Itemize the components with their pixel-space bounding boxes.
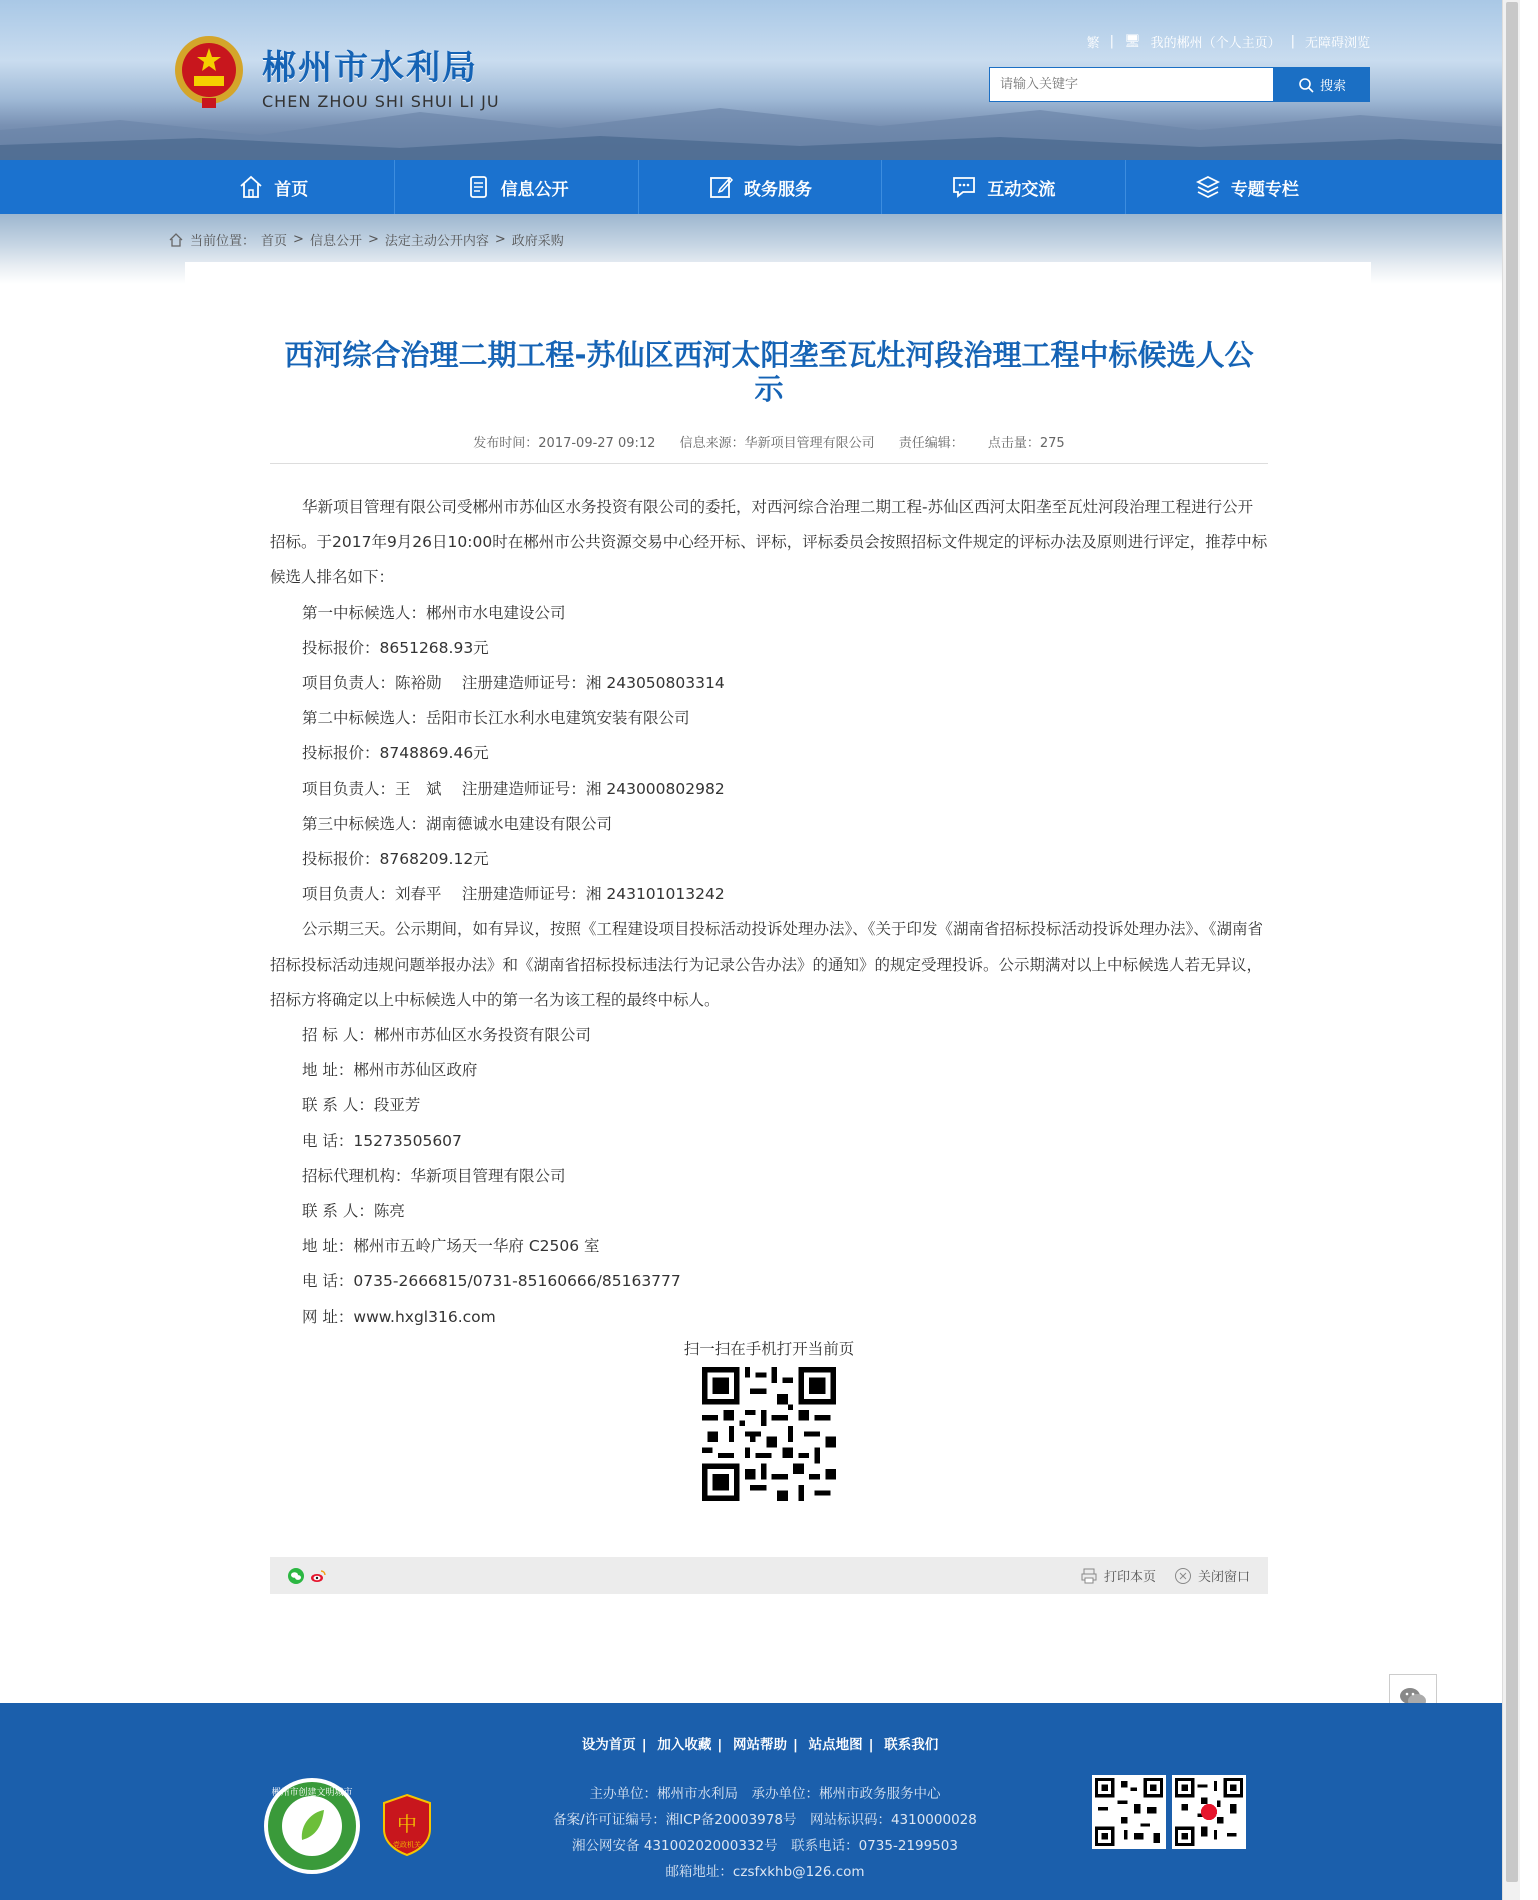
breadcrumb <box>168 230 564 249</box>
breadcrumb-separator: > <box>494 232 506 247</box>
nav-item-label: 专题专栏 <box>1230 179 1299 200</box>
scrollbar-thumb[interactable] <box>1506 2 1518 1882</box>
nav-item-label: 政务服务 <box>744 179 813 200</box>
weibo-share-icon[interactable] <box>310 1568 326 1584</box>
close-window-button[interactable] <box>1174 1566 1250 1585</box>
nav-item-interaction[interactable] <box>882 160 1125 214</box>
paragraph: 地 址：郴州市苏仙区政府 <box>302 1061 478 1080</box>
printer-icon <box>1080 1567 1098 1585</box>
footer-info <box>470 1781 1060 1885</box>
share-bar <box>270 1557 1268 1594</box>
close-label: 关闭窗口 <box>1197 1570 1250 1585</box>
footer-link-homepage[interactable]: 设为首页 <box>581 1737 636 1753</box>
breadcrumb-separator: > <box>367 232 379 247</box>
paragraph: 电 话：15273505607 <box>302 1131 462 1150</box>
article-title: 西河综合治理二期工程-苏仙区西河太阳垄至瓦灶河段治理工程中标候选人公示 <box>284 338 1254 406</box>
paragraph: 投标报价：8768209.12元 <box>302 850 489 869</box>
paragraph: 项目负责人：陈裕勋 注册建造师证号：湘 243050803314 <box>302 674 725 693</box>
separator: | <box>1109 34 1115 49</box>
paragraph: 地 址：郴州市五岭广场天一华府 C2506 室 <box>302 1237 600 1256</box>
header-banner <box>0 0 1520 160</box>
search-button-label: 搜索 <box>1319 79 1346 94</box>
my-chenzhou-link[interactable]: 我的郴州（个人主页） <box>1150 36 1281 51</box>
civilization-badge-icon[interactable] <box>262 1776 362 1876</box>
search-box <box>989 67 1370 102</box>
share-icons <box>288 1568 326 1584</box>
weibo-qr-code-icon <box>1172 1775 1246 1849</box>
divider <box>270 463 1268 464</box>
publish-time: 发布时间：2017-09-27 09:12 <box>473 436 656 451</box>
paragraph: 公示期三天。公示期间，如有异议，按照《工程建设项目投标活动投诉处理办法》、《关于印发《湖南省招标投标活动投诉处理办法》、《湖南省招标投标活动违规问题举报办法》和《湖南省招标投标违法行为记录公告办法》的通知》的规定受理投诉。公示期满对以上中标候选人若无异议，招标方将确定以上中标候选人中的第一名为该工程的最终中标人。 <box>270 920 1264 1009</box>
vertical-scrollbar[interactable] <box>1502 0 1520 1900</box>
breadcrumb-item-home[interactable]: 首页 <box>261 234 288 249</box>
breadcrumb-item-info[interactable]: 信息公开 <box>309 234 362 249</box>
paragraph: 电 话：0735-2666815/0731-85160666/85163777 <box>302 1272 681 1291</box>
paragraph: 联 系 人：陈亮 <box>302 1202 405 1221</box>
wechat-qr-code-icon <box>1092 1775 1166 1849</box>
article-meta <box>270 432 1268 451</box>
footer-organizer: 主办单位：郴州市水利局 承办单位：郴州市政务服务中心 <box>589 1786 941 1802</box>
national-emblem-icon <box>172 32 246 112</box>
layers-icon <box>1195 174 1221 200</box>
source: 信息来源：华新项目管理有限公司 <box>679 436 875 451</box>
paragraph: 华新项目管理有限公司受郴州市苏仙区水务投资有限公司的委托，对西河综合治理二期工程-苏仙区西河太阳垄至瓦灶河段治理工程进行公开招标。于2017年9月26日10:00时在郴州市公共资源交易中心经开标、评标，评标委员会按照招标文件规定的评标办法及原则进行评定，推荐中标候选人排名如下： <box>270 498 1268 587</box>
close-circle-icon <box>1174 1567 1192 1585</box>
home-icon <box>238 174 264 200</box>
paragraph: 联 系 人：段亚芳 <box>302 1096 421 1115</box>
nav-item-label: 首页 <box>274 179 309 200</box>
footer-link-contact[interactable]: 联系我们 <box>884 1737 939 1753</box>
nav-item-info[interactable] <box>395 160 638 214</box>
footer-icp: 备案/许可证编号：湘ICP备20003978号 网站标识码：4310000028 <box>553 1812 977 1828</box>
wechat-share-icon[interactable] <box>288 1568 304 1584</box>
footer-email: 邮箱地址：czsfxkhb@126.com <box>665 1864 865 1880</box>
paragraph: 第一中标候选人：郴州市水电建设公司 <box>302 603 566 622</box>
click-count: 点击量：275 <box>987 436 1065 451</box>
paragraph: 项目负责人：刘春平 注册建造师证号：湘 243101013242 <box>302 885 725 904</box>
paragraph: 投标报价：8651268.93元 <box>302 638 489 657</box>
nav-item-topics[interactable] <box>1126 160 1368 214</box>
edit-icon <box>708 174 734 200</box>
nav-item-label: 互动交流 <box>987 179 1056 200</box>
nav-item-services[interactable] <box>639 160 882 214</box>
footer-link-sitemap[interactable]: 站点地图 <box>808 1737 863 1753</box>
qr-caption: 扫一扫在手机打开当前页 <box>683 1340 855 1358</box>
nav-item-home[interactable] <box>152 160 395 214</box>
article-body <box>270 490 1268 1335</box>
chat-icon <box>951 174 977 200</box>
nav-item-label: 信息公开 <box>500 179 569 200</box>
breadcrumb-item-statutory[interactable]: 法定主动公开内容 <box>384 234 489 249</box>
print-label: 打印本页 <box>1103 1570 1156 1585</box>
paragraph: 项目负责人：王 斌 注册建造师证号：湘 243000802982 <box>302 779 725 798</box>
document-icon <box>465 174 491 200</box>
site-title: 郴州市水利局 <box>262 48 478 88</box>
top-links <box>1087 32 1370 51</box>
footer-link-help[interactable]: 网站帮助 <box>733 1737 787 1753</box>
party-badge-icon[interactable] <box>380 1793 434 1857</box>
separator: | <box>1290 34 1295 49</box>
accessibility-link[interactable]: 无障碍浏览 <box>1304 36 1370 51</box>
svg-text:党政机关: 党政机关 <box>393 1841 421 1849</box>
site-subtitle: CHEN ZHOU SHI SHUI LI JU <box>262 92 500 111</box>
footer-links: 设为首页 | 加入收藏 | 网站帮助 | 站点地图 | 联系我们 <box>581 1737 939 1753</box>
footer <box>0 1703 1520 1900</box>
search-icon <box>1298 77 1314 93</box>
breadcrumb-prefix: 当前位置： <box>190 234 256 249</box>
paragraph: 投标报价：8748869.46元 <box>302 744 489 763</box>
editor: 责任编辑： <box>898 436 964 451</box>
computer-icon: 🖥 <box>1124 34 1141 49</box>
svg-text:郴州市创建文明城市: 郴州市创建文明城市 <box>271 1788 353 1798</box>
svg-text:中: 中 <box>397 1812 417 1836</box>
search-button[interactable] <box>1274 67 1370 102</box>
qr-code-icon <box>702 1367 836 1501</box>
print-button[interactable] <box>1080 1566 1156 1585</box>
website-link: 网 址：www.hxgl316.com <box>302 1307 496 1326</box>
paragraph: 招标代理机构：华新项目管理有限公司 <box>302 1166 566 1185</box>
paragraph: 第二中标候选人：岳阳市长江水利水电建筑安装有限公司 <box>302 709 690 728</box>
footer-link-favorite[interactable]: 加入收藏 <box>657 1737 712 1753</box>
breadcrumb-item-procurement[interactable]: 政府采购 <box>511 234 564 249</box>
paragraph: 招 标 人：郴州市苏仙区水务投资有限公司 <box>302 1026 591 1045</box>
footer-police-record: 湘公网安备 43100202000332号 联系电话：0735-2199503 <box>572 1838 958 1854</box>
breadcrumb-separator: > <box>293 232 304 247</box>
main-nav <box>0 160 1520 214</box>
paragraph: 第三中标候选人：湖南德诚水电建设有限公司 <box>302 814 613 833</box>
traditional-chinese-link[interactable]: 繁 <box>1086 36 1100 51</box>
search-input[interactable] <box>989 67 1274 102</box>
home-icon <box>168 232 184 248</box>
